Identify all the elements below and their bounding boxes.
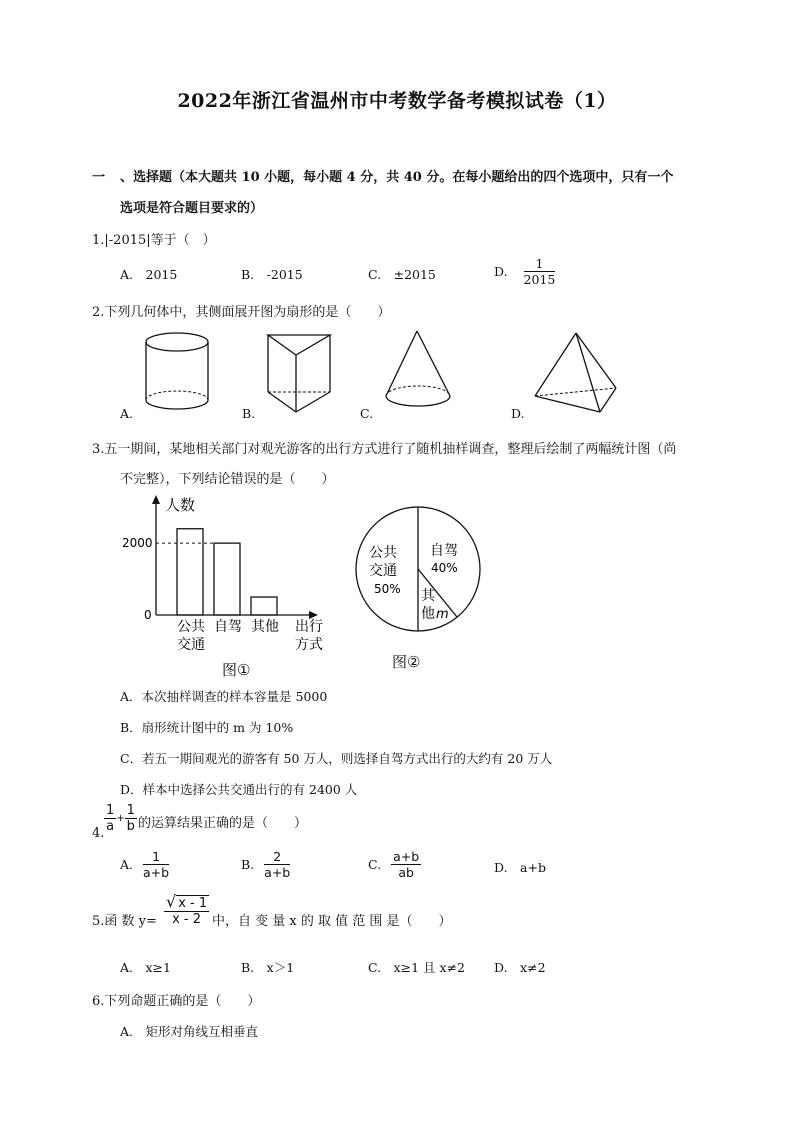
q5-option-a: A. x≥1 <box>120 960 171 975</box>
bar-1 <box>214 543 240 615</box>
section-number: 一 <box>92 170 106 185</box>
x-label-public-1: 公共 <box>177 619 205 635</box>
q4-frac2-den: b <box>126 819 135 834</box>
x-axis-title-2: 方式 <box>295 637 323 653</box>
q4-frac2 <box>125 803 137 834</box>
q4-b-num: 2 <box>264 849 290 865</box>
triangular-prism-figure <box>262 330 337 415</box>
q3-stem-line1: 3.五一期间，某地相关部门对观光游客的出行方式进行了随机抽样调查，整理后绘制了两幅统计图（尚 <box>92 442 677 457</box>
q4-c-label: C. <box>368 857 382 872</box>
q4-a-num: 1 <box>143 849 169 865</box>
section-heading-line1: 、选择题（本大题共 10 小题，每小题 4 分，共 40 分。在每小题给出的四个选项中，只有一个 <box>120 170 674 185</box>
pie-chart <box>350 505 490 640</box>
q4-b-label: B. <box>241 857 255 872</box>
pie-label-self-drive: 自驾 <box>430 543 458 559</box>
q3-option-a: A．本次抽样调查的样本容量是 5000 <box>120 689 328 704</box>
q1-option-d-label: D. <box>494 264 508 279</box>
pie-value-public: 50% <box>374 582 401 596</box>
q4-option-c <box>368 849 421 880</box>
pie-label-other-1: 其 <box>421 588 435 604</box>
q4-c-fraction <box>391 849 421 880</box>
q4-a-den: a+b <box>143 865 170 880</box>
q2-label-c: C. <box>360 406 374 421</box>
q6-option-a: A. 矩形对角线互相垂直 <box>120 1024 259 1039</box>
q4-frac1-num: 1 <box>106 803 115 818</box>
q4-c-num: a+b <box>393 849 420 864</box>
x-axis-arrow <box>309 611 318 619</box>
q4-option-a <box>120 849 169 880</box>
q5-stem-pre: 5.函 数 y= <box>92 914 157 929</box>
q4-a-label: A. <box>120 857 134 872</box>
q4-expression <box>104 803 137 834</box>
q5-option-c: C. x≥1 且 x≠2 <box>368 960 465 975</box>
section-heading-line2: 选项是符合题目要求的） <box>120 201 264 216</box>
q1-d-denominator: 2015 <box>523 272 556 287</box>
cylinder-figure <box>140 330 220 415</box>
q4-plus: + <box>116 813 125 824</box>
bar-0 <box>177 529 203 615</box>
q4-a-fraction <box>143 849 169 880</box>
q4-c-den: ab <box>398 865 414 880</box>
q4-number: 4. <box>92 826 105 841</box>
q2-label-d: D. <box>511 406 525 421</box>
q1-option-a: A. 2015 <box>120 267 178 282</box>
q1-option-d-fraction <box>524 256 556 287</box>
pie-label-public-2: 交通 <box>369 563 397 579</box>
y-tick-0: 0 <box>144 608 152 622</box>
q1-option-c: C. ±2015 <box>368 267 436 282</box>
q2-label-b: B. <box>242 406 256 421</box>
pie-label-other-2: 他 <box>421 606 435 622</box>
q1-d-numerator: 1 <box>524 256 556 272</box>
pie-label-public-1: 公共 <box>369 545 397 561</box>
x-label-other: 其他 <box>251 619 279 635</box>
pie-value-other: m <box>436 607 449 622</box>
q5-option-b: B. x＞1 <box>241 960 295 975</box>
q4-frac1 <box>104 803 116 834</box>
q2-label-a: A. <box>120 406 134 421</box>
x-label-public-2: 交通 <box>177 637 205 653</box>
q1-stem: 1.|-2015|等于（ ） <box>92 233 216 248</box>
q6-stem: 6.下列命题正确的是（ ） <box>92 994 261 1009</box>
q3-option-d: D．样本中选择公共交通出行的有 2400 人 <box>120 782 358 797</box>
q4-b-den: a+b <box>264 865 291 880</box>
pyramid-figure <box>530 330 620 415</box>
sqrt-icon: √ <box>166 892 177 911</box>
q2-stem: 2.下列几何体中，其侧面展开图为扇形的是（ ） <box>92 305 391 320</box>
q5-denominator: x - 2 <box>172 912 202 927</box>
q5-option-d: D. x≠2 <box>494 960 546 975</box>
q4-stem-tail: 的运算结果正确的是（ ） <box>138 816 308 831</box>
page-title: 2022年浙江省温州市中考数学备考模拟试卷（1） <box>177 90 617 112</box>
bar-2 <box>251 597 277 615</box>
q3-option-b: B．扇形统计图中的 m 为 10% <box>120 720 294 735</box>
q3-option-c: C．若五一期间观光的游客有 50 万人，则选择自驾方式出行的大约有 20 万人 <box>120 751 553 766</box>
q5-frac <box>164 894 209 927</box>
q4-b-fraction <box>264 849 290 880</box>
q4-frac2-num: 1 <box>126 803 135 818</box>
x-label-self-drive: 自驾 <box>214 619 242 635</box>
bar-chart <box>115 490 340 655</box>
q5-radicand: x - 1 <box>178 896 208 911</box>
q4-option-b <box>241 849 290 880</box>
figure1-caption: 图① <box>222 661 251 679</box>
q4-option-d: D. a+b <box>494 860 546 875</box>
cone-figure <box>380 328 460 413</box>
q5-numerator <box>164 894 209 912</box>
q1-option-b: B. -2015 <box>241 267 303 282</box>
y-tick-2000: 2000 <box>122 536 153 551</box>
y-axis-title: 人数 <box>165 496 196 514</box>
figure2-caption: 图② <box>392 653 421 671</box>
q5-stem-tail: 中，自 变 量 x 的 取 值 范 围 是（ ） <box>212 914 452 929</box>
q5-fraction <box>164 894 209 927</box>
q1-option-d <box>494 256 555 287</box>
q3-stem-line2: 不完整），下列结论错误的是（ ） <box>120 472 335 487</box>
x-axis-title-1: 出行 <box>295 619 323 635</box>
pie-value-self-drive: 40% <box>431 561 458 575</box>
y-axis-arrow <box>152 495 160 504</box>
q4-frac1-den: a <box>106 819 115 834</box>
